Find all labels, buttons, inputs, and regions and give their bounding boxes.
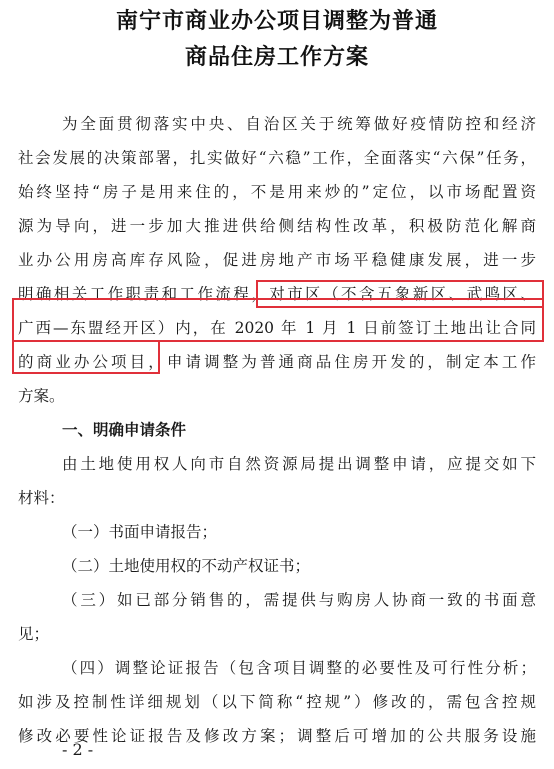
section-heading: 一、明确申请条件 (62, 420, 187, 439)
list-item: （二）土地使用权的不动产权证书； (62, 557, 311, 575)
paragraph-line: 修改必要性论证报告及修改方案；调整后可增加的公共服务设施 (18, 727, 536, 745)
paragraph-line: 社会发展的决策部署，扎实做好“六稳”工作，全面落实“六保”任务， (18, 149, 536, 167)
paragraph-line: 见； (18, 625, 50, 643)
document-title-line-2: 商品住房工作方案 (184, 44, 369, 70)
paragraph-line: 如涉及控制性详细规划（以下简称“控规”）修改的，需包含控规 (18, 693, 536, 711)
paragraph-line: 由土地使用权人向市自然资源局提出调整申请，应提交如下 (62, 455, 536, 473)
highlight-box (12, 340, 160, 374)
list-item: （四）调整论证报告（包含项目调整的必要性及可行性分析； (62, 659, 536, 677)
paragraph-line: 为全面贯彻落实中央、自治区关于统筹做好疫情防控和经济 (62, 115, 536, 133)
highlight-box (12, 298, 544, 342)
paragraph-line: 材料： (18, 489, 65, 507)
paragraph-line: 业办公用房高库存风险，促进房地产市场平稳健康发展，进一步 (18, 251, 536, 269)
paragraph-line: 广西—东盟经开区）内，在 2020 年 1 月 1 日前签订土地出让合同 (18, 319, 536, 337)
paragraph-line: 明确相关工作职责和工作流程，对市区（不含五象新区、武鸣区、 (18, 285, 536, 303)
paragraph-line: 源为导向，进一步加大推进供给侧结构性改革，积极防范化解商 (18, 217, 536, 235)
list-item: （一）书面申请报告； (62, 523, 218, 541)
list-item: （三）如已部分销售的，需提供与购房人协商一致的书面意 (62, 591, 536, 609)
paragraph-line: 始终坚持“房子是用来住的，不是用来炒的”定位，以市场配置资 (18, 183, 536, 201)
paragraph-line: 的商业办公项目，申请调整为普通商品住房开发的，制定本工作 (18, 353, 536, 371)
paragraph-line: 方案。 (18, 387, 65, 405)
document-title-line-1: 南宁市商业办公项目调整为普通 (115, 8, 438, 34)
page-number: - 2 - (62, 740, 94, 759)
